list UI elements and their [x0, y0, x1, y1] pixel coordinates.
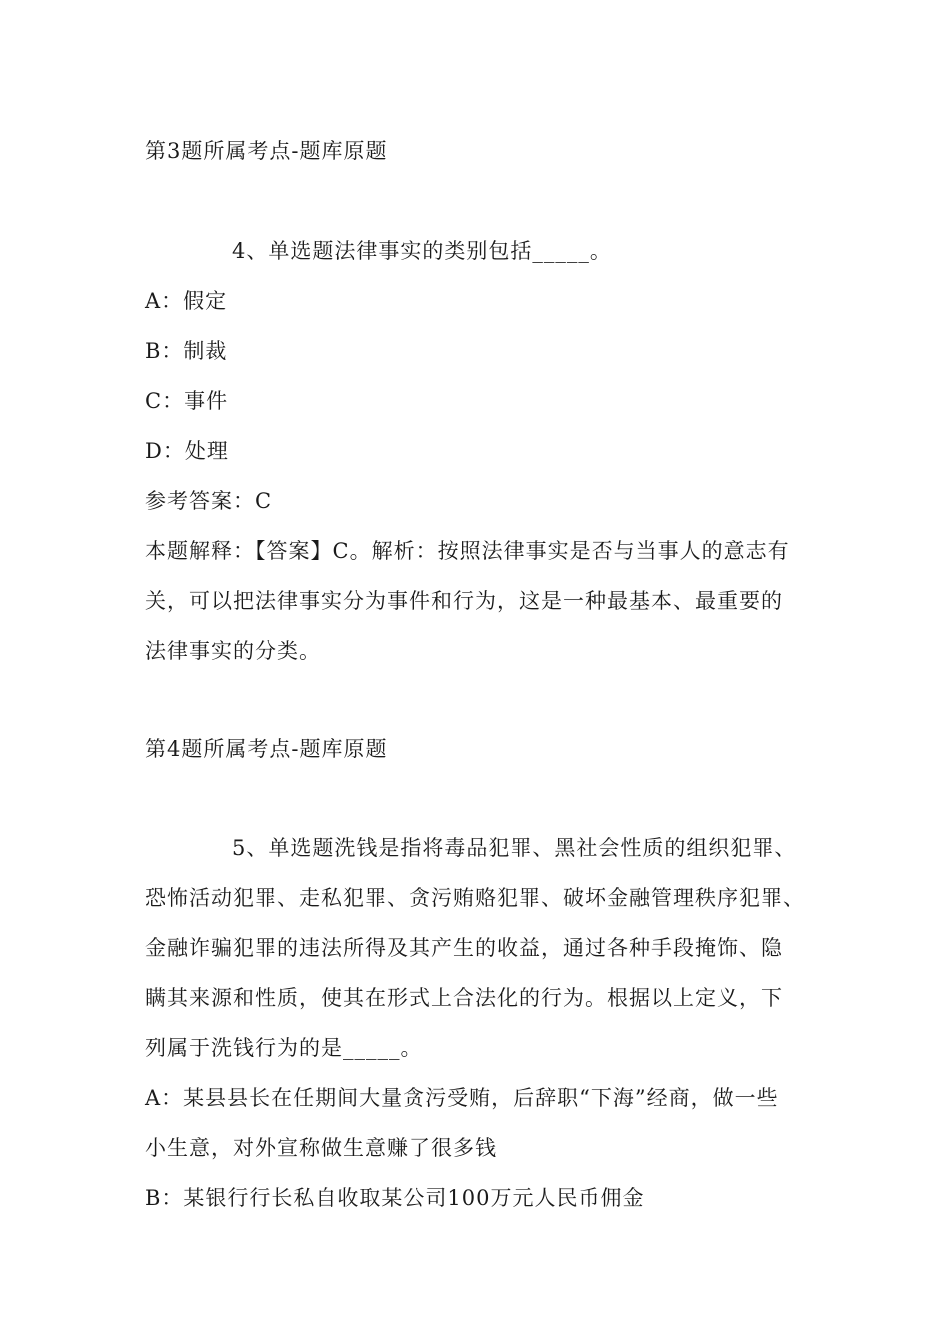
- question-4-explanation-line: 本题解释：【答案】C。解析：按照法律事实是否与当事人的意志有: [145, 539, 790, 563]
- question-5-option-a-line: A：某县县长在任期间大量贪污受贿，后辞职“下海”经商，做一些: [145, 1086, 779, 1110]
- question-4-option-d: D：处理: [145, 439, 229, 463]
- question-5-stem-line: 5、单选题洗钱是指将毒品犯罪、黑社会性质的组织犯罪、: [232, 836, 797, 860]
- section-3-label: 第3题所属考点-题库原题: [145, 139, 388, 163]
- question-4-explanation-line: 法律事实的分类。: [145, 639, 321, 663]
- question-4-option-b: B：制裁: [145, 339, 228, 363]
- question-5-stem-line: 列属于洗钱行为的是_____。: [145, 1036, 423, 1060]
- question-4-explanation-line: 关，可以把法律事实分为事件和行为，这是一种最基本、最重要的: [145, 589, 783, 613]
- question-5-stem-line: 金融诈骗犯罪的违法所得及其产生的收益，通过各种手段掩饰、隐: [145, 936, 783, 960]
- section-4-label: 第4题所属考点-题库原题: [145, 737, 388, 761]
- question-5-option-a-line: 小生意，对外宣称做生意赚了很多钱: [145, 1136, 497, 1160]
- question-5-option-b: B：某银行行长私自收取某公司100万元人民币佣金: [145, 1186, 645, 1210]
- question-4-option-c: C：事件: [145, 389, 229, 413]
- question-4-answer: 参考答案：C: [145, 489, 273, 513]
- question-4-option-a: A：假定: [145, 289, 228, 313]
- question-5-stem-line: 恐怖活动犯罪、走私犯罪、贪污贿赂犯罪、破坏金融管理秩序犯罪、: [145, 886, 805, 910]
- question-5-stem-line: 瞒其来源和性质，使其在形式上合法化的行为。根据以上定义，下: [145, 986, 783, 1010]
- question-4-stem: 4、单选题法律事实的类别包括_____。: [232, 239, 612, 263]
